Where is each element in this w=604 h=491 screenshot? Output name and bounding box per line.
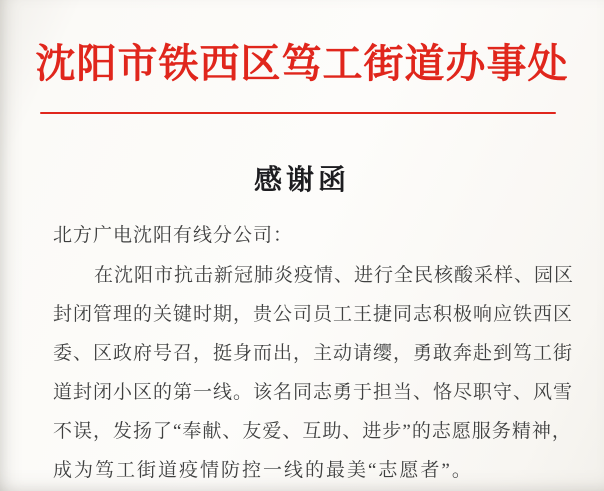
body-line-4: 道封闭小区的第一线。该名同志勇于担当、恪尽职守、风雪 xyxy=(53,382,574,403)
body-line-2: 封闭管理的关键时期，贵公司员工王捷同志积极响应铁西区 xyxy=(53,304,574,325)
body-line-5: 不误，发扬了“奉献、友爱、互助、进步”的志愿服务精神， xyxy=(53,421,572,442)
salutation-line: 北方广电沈阳有线分公司： xyxy=(53,225,294,246)
body-line-6: 成为笃工街道疫情防控一线的最美“志愿者”。 xyxy=(53,460,473,481)
letter-title: 感谢函 xyxy=(253,165,350,196)
red-divider-rule xyxy=(40,112,556,114)
letter-body xyxy=(53,256,575,490)
body-line-1: 在沈阳市抗击新冠肺炎疫情、进行全民核酸采样、园区 xyxy=(94,265,575,286)
body-line-3: 委、区政府号召，挺身而出，主动请缨，勇敢奔赴到笃工街 xyxy=(53,343,574,364)
organization-header-title: 沈阳市铁西区笃工街道办事处 xyxy=(35,42,569,86)
